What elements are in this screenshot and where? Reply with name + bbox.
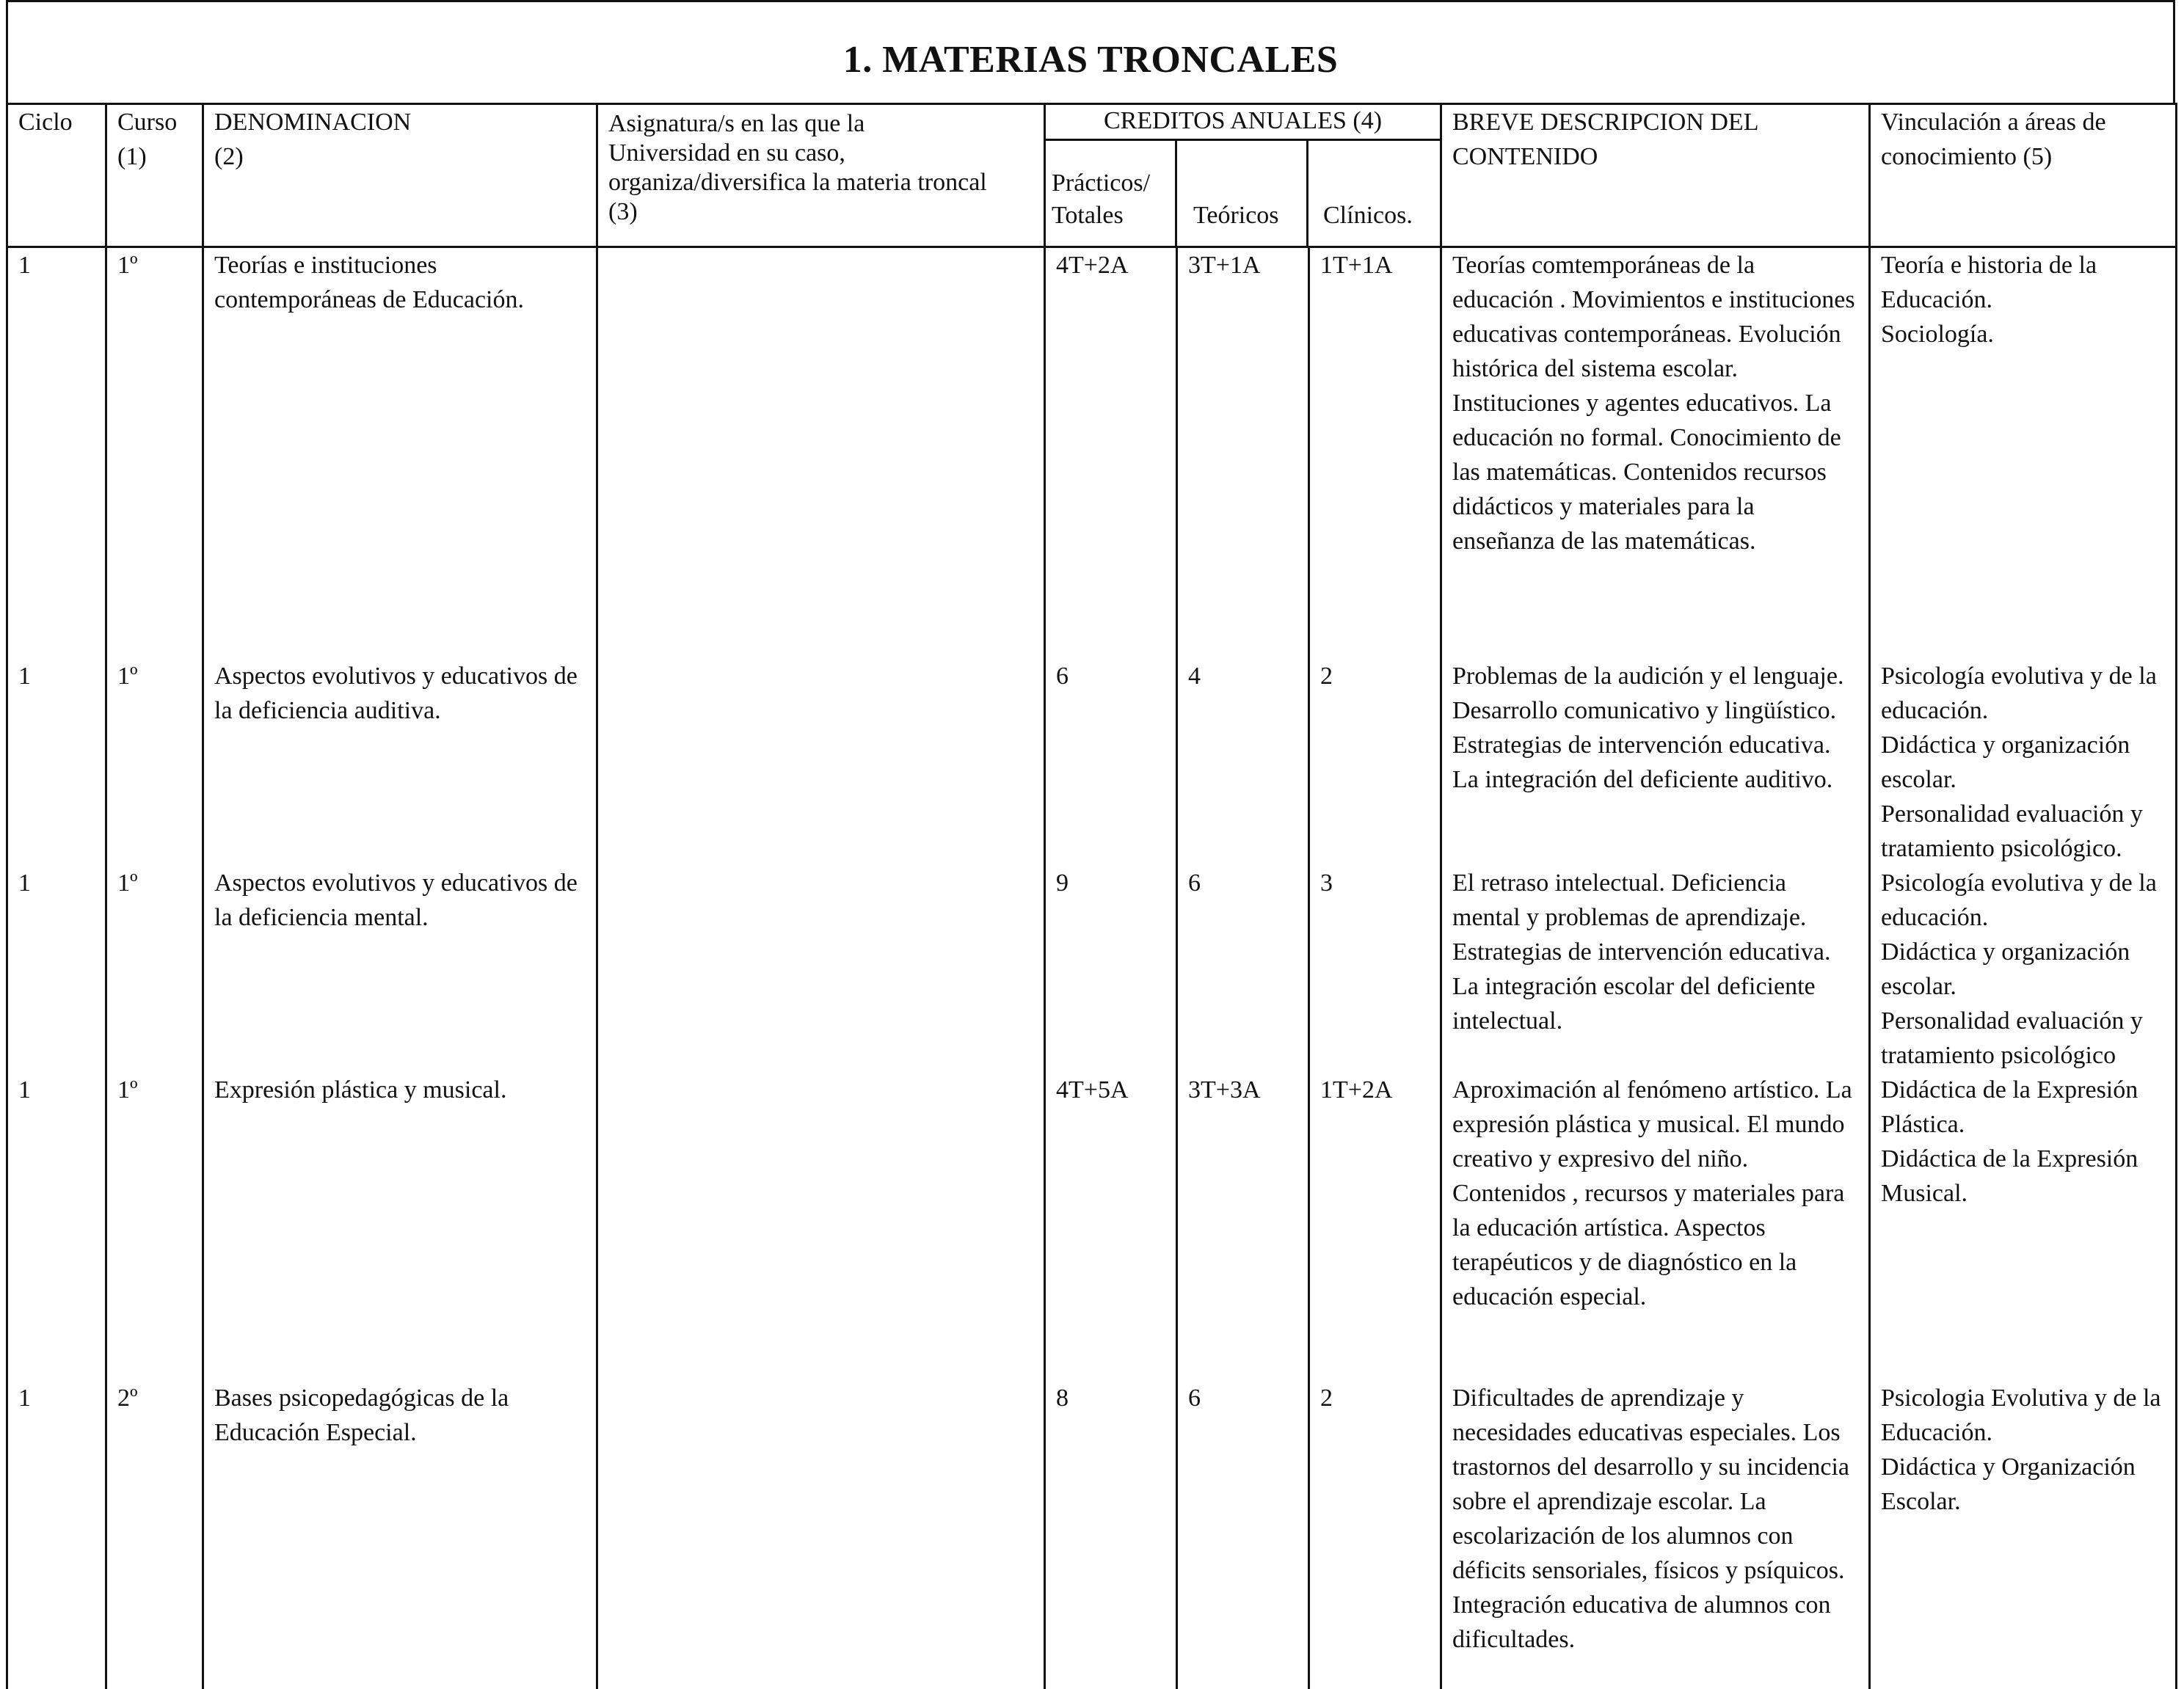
header-asignatura-line3: organiza/diversifica la materia troncal [608, 169, 987, 196]
title-box [6, 0, 2175, 103]
cell-ciclo: 1 [7, 659, 106, 866]
cell-totales: 4T+2A [1045, 247, 1177, 660]
cell-curso: 1º [106, 1073, 203, 1381]
cell-vinculacion: Teoría e historia de la Educación. Sociología. [1870, 247, 2177, 660]
cell-curso: 1º [106, 247, 203, 660]
table-row [7, 1073, 2177, 1381]
cell-denominacion: Teorías e instituciones contemporáneas de Educación. [203, 247, 597, 660]
cell-teoricos: 6 [1177, 1381, 1309, 1689]
cell-totales: 6 [1045, 659, 1177, 866]
cell-clinicos: 3 [1309, 866, 1441, 1073]
cell-asignatura [597, 866, 1045, 1073]
header-creditos-label: CREDITOS ANUALES (4) [1046, 105, 1440, 141]
header-asignatura-note: (3) [608, 198, 638, 225]
cell-curso: 1º [106, 866, 203, 1073]
cell-ciclo: 1 [7, 1073, 106, 1381]
header-descripcion-line2: CONTENIDO [1452, 143, 1598, 170]
page-title: 1. MATERIAS TRONCALES [842, 39, 1339, 81]
cell-totales: 9 [1045, 866, 1177, 1073]
header-curso [106, 104, 203, 247]
cell-ciclo: 1 [7, 247, 106, 660]
cell-denominacion: Aspectos evolutivos y educativos de la deficiencia mental. [203, 866, 597, 1073]
cell-denominacion: Expresión plástica y musical. [203, 1073, 597, 1381]
header-vinculacion [1870, 104, 2177, 247]
header-denominacion-note: (2) [214, 143, 244, 170]
cell-vinculacion: Psicologia Evolutiva y de la Educación. Didáctica y Organización Escolar. [1870, 1381, 2177, 1689]
header-asignatura [597, 104, 1045, 247]
cell-vinculacion: Didáctica de la Expresión Plástica. Didáctica de la Expresión Musical. [1870, 1073, 2177, 1381]
header-practicos-line2: Totales [1052, 202, 1124, 229]
cell-teoricos: 4 [1177, 659, 1309, 866]
cell-denominacion: Aspectos evolutivos y educativos de la deficiencia auditiva. [203, 659, 597, 866]
cell-denominacion: Bases psicopedagógicas de la Educación Especial. [203, 1381, 597, 1689]
cell-asignatura [597, 1381, 1045, 1689]
cell-descripcion: Problemas de la audición y el lenguaje. Desarrollo comunicativo y lingüístico. Estrategias de intervención educativa. La integración del deficiente auditivo. [1441, 659, 1870, 866]
table-row [7, 866, 2177, 1073]
cell-descripcion: El retraso intelectual. Deficiencia mental y problemas de aprendizaje. Estrategias de intervención educativa. La integración escolar del deficiente intelectual. [1441, 866, 1870, 1073]
header-ciclo [7, 104, 106, 247]
cell-vinculacion: Psicología evolutiva y de la educación. Didáctica y organización escolar. Personalidad evaluación y tratamiento psicológico. [1870, 659, 2177, 866]
header-denominacion [203, 104, 597, 247]
cell-clinicos: 2 [1309, 1381, 1441, 1689]
cell-descripcion: Teorías comtemporáneas de la educación . Movimientos e instituciones educativas contemporáneas. Evolución histórica del sistema escolar. Instituciones y agentes educativos. La educación no formal. Conocimiento de las matemáticas. Contenidos recursos didácticos y materiales para la enseñanza de las matemáticas. [1441, 247, 1870, 660]
cell-curso: 1º [106, 659, 203, 866]
materias-table [6, 103, 2177, 1689]
header-clinicos: Clínicos. [1323, 202, 1413, 229]
document-page [6, 0, 2178, 1685]
header-descripcion-line1: BREVE DESCRIPCION DEL [1452, 109, 1759, 136]
header-curso-note: (1) [117, 143, 147, 170]
cell-clinicos: 1T+2A [1309, 1073, 1441, 1381]
cell-descripcion: Dificultades de aprendizaje y necesidades educativas especiales. Los trastornos del desarrollo y su incidencia sobre el aprendizaje escolar. La escolarización de los alumnos con déficits sensoriales, físicos y psíquicos. Integración educativa de alumnos con dificultades. [1441, 1381, 1870, 1689]
header-denominacion-label: DENOMINACION [214, 109, 412, 136]
header-curso-label: Curso [117, 109, 178, 136]
table-row [7, 247, 2177, 660]
cell-teoricos: 3T+3A [1177, 1073, 1309, 1381]
table-row [7, 659, 2177, 866]
cell-descripcion: Aproximación al fenómeno artístico. La expresión plástica y musical. El mundo creativo y expresivo del niño. Contenidos , recursos y materiales para la educación artística. Aspectos terapéuticos y de diagnóstico en la educación especial. [1441, 1073, 1870, 1381]
cell-asignatura [597, 1073, 1045, 1381]
header-asignatura-line1: Asignatura/s en las que la [608, 110, 865, 137]
header-row [7, 104, 2177, 247]
cell-clinicos: 1T+1A [1309, 247, 1441, 660]
header-ciclo-label: Ciclo [18, 109, 73, 136]
cell-vinculacion: Psicología evolutiva y de la educación. Didáctica y organización escolar. Personalidad evaluación y tratamiento psicológico [1870, 866, 2177, 1073]
header-teoricos: Teóricos [1177, 141, 1308, 246]
cell-totales: 8 [1045, 1381, 1177, 1689]
cell-asignatura [597, 247, 1045, 660]
cell-teoricos: 3T+1A [1177, 247, 1309, 660]
cell-ciclo: 1 [7, 1381, 106, 1689]
header-descripcion [1441, 104, 1870, 247]
cell-teoricos: 6 [1177, 866, 1309, 1073]
table-row [7, 1381, 2177, 1689]
cell-curso: 2º [106, 1381, 203, 1689]
header-creditos-sub [1046, 141, 1440, 246]
cell-asignatura [597, 659, 1045, 866]
header-practicos [1046, 141, 1177, 246]
cell-totales: 4T+5A [1045, 1073, 1177, 1381]
header-practicos-line1: Prácticos/ [1052, 169, 1151, 197]
header-creditos [1045, 104, 1441, 247]
header-vinculacion-line2: conocimiento (5) [1881, 143, 2053, 170]
header-asignatura-line2: Universidad en su caso, [608, 139, 845, 167]
header-vinculacion-line1: Vinculación a áreas de [1881, 109, 2106, 136]
cell-ciclo: 1 [7, 866, 106, 1073]
cell-clinicos: 2 [1309, 659, 1441, 866]
